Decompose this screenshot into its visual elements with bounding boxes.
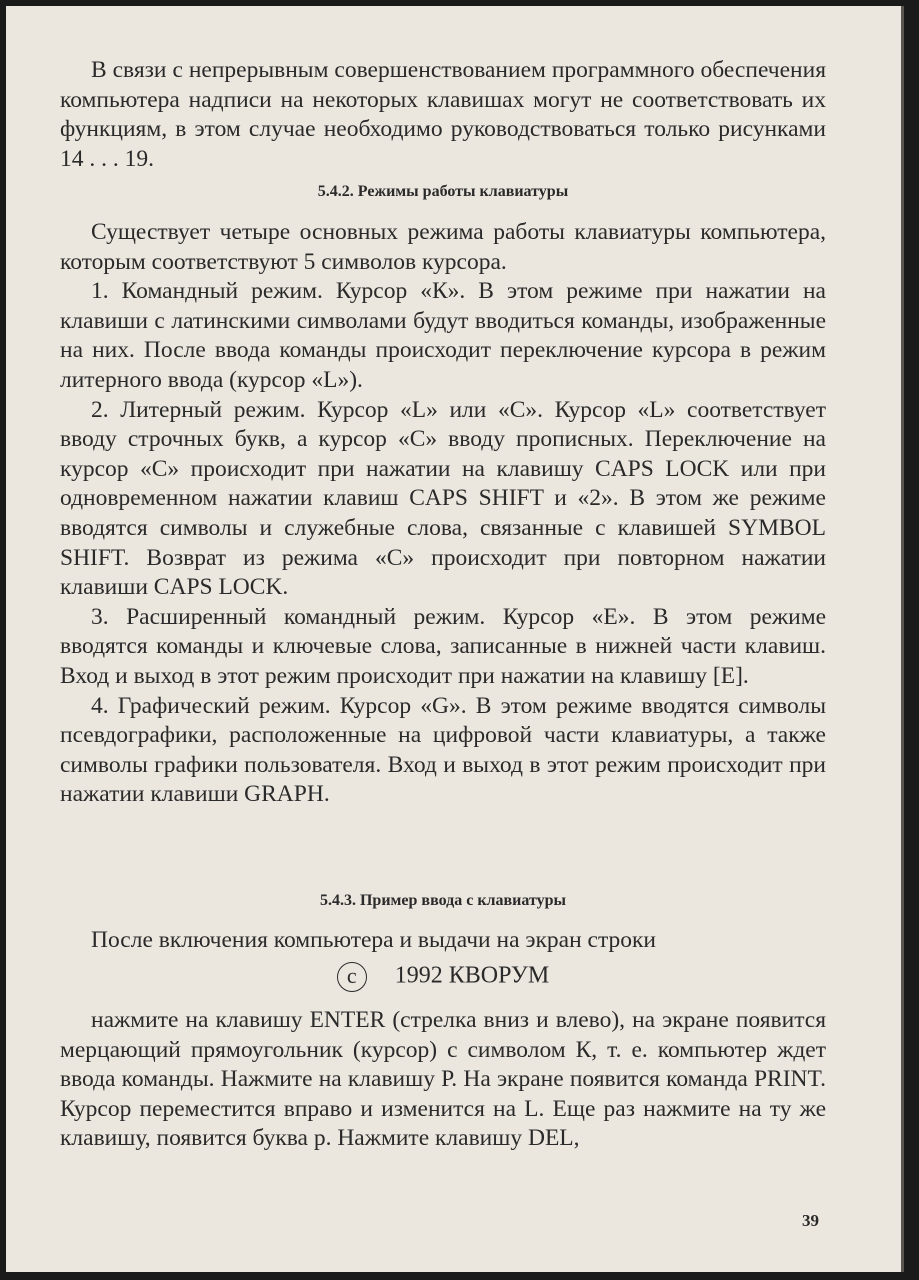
intro-section	[60, 56, 826, 174]
intro-paragraph: В связи с непрерывным совершенствованием программного обеспечения компьютера надписи на некоторых клавишах могут не соответствовать их функциям, в этом случае необходимо руководствоваться только рисунками 14 . . . 19.	[60, 57, 826, 172]
book-page	[6, 6, 904, 1272]
section-heading-5-4-2: 5.4.2. Режимы работы клавиатуры	[317, 183, 569, 200]
section-5-4-2-paragraph-intro: Существует четыре основных режима работы клавиатуры компьютера, которым соответствуют 5 символов курсора.	[60, 219, 826, 275]
section-5-4-3-body-paragraph: нажмите на клавишу ENTER (стрелка вниз и влево), на экране появится мерцающий прямоугольник (курсор) с символом К, т. е. компьютер ждет ввода команды. Нажмите на клавишу Р. На экране появится команда PRINT. Курсор переместится вправо и изменится на L. Еще раз нажмите на ту же клавишу, появится буква р. Нажмите клавишу DEL,	[60, 1007, 826, 1152]
section-5-4-2-paragraph-extended-mode: 3. Расширенный командный режим. Курсор «Е». В этом режиме вводятся команды и ключевые слова, записанные в нижней части клавиш. Вход и выход в этот режим происходит при нажатии на клавишу [E].	[60, 603, 826, 689]
section-5-4-3-body	[60, 1006, 826, 1154]
page-number: 39	[802, 1211, 819, 1230]
section-heading-5-4-3: 5.4.3. Пример ввода с клавиатуры	[319, 892, 567, 909]
section-5-4-3-lead-paragraph: После включения компьютера и выдачи на экран строки	[91, 927, 656, 953]
section-5-4-3-lead	[60, 926, 826, 956]
copyright-sign-icon: c	[337, 962, 367, 992]
section-5-4-2-paragraph-command-mode: 1. Командный режим. Курсор «К». В этом режиме при нажатии на клавиши с латинскими символами будут вводиться команды, изображенные на них. После ввода команды происходит переключение курсора в режим литерного ввода (курсор «L»).	[60, 278, 826, 393]
section-5-4-2-paragraph-graphic-mode: 4. Графический режим. Курсор «G». В этом режиме вводятся символы псевдографики, расположенные на цифровой части клавиатуры, а также символы графики пользователя. Вход и выход в этот режим происходит при нажатии клавиши GRAPH.	[60, 692, 826, 808]
section-5-4-2-body	[60, 218, 826, 810]
section-5-4-2-paragraph-literal-mode: 2. Литерный режим. Курсор «L» или «С». Курсор «L» соответствует вводу строчных букв, а курсор «С» вводу прописных. Переключение на курсор «С» происходит при нажатии на клавишу CAPS LOCK или при одновременном нажатии клавиш CAPS SHIFT и «2». В этом же режиме вводятся символы и служебные слова, связанные с клавишей SYMBOL SHIFT. Возврат из режима «С» происходит при повторном нажатии клавиши CAPS LOCK.	[60, 396, 826, 601]
copyright-line	[60, 962, 826, 992]
copyright-text: 1992 КВОРУМ	[394, 962, 550, 989]
